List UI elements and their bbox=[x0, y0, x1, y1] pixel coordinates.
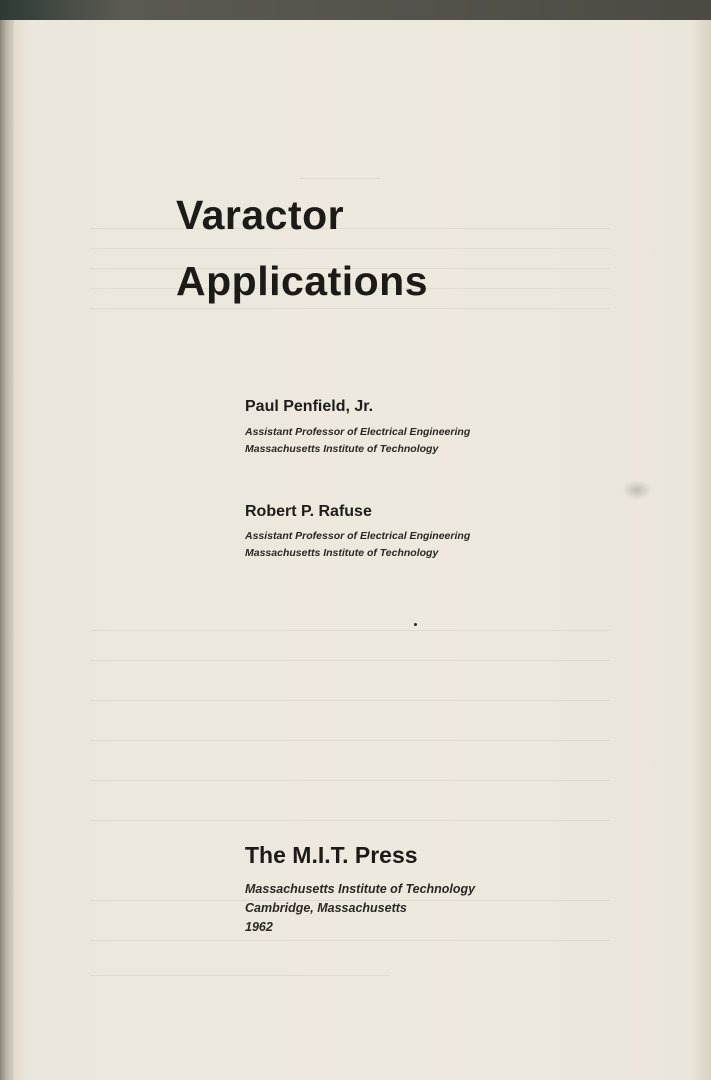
book-top-edge bbox=[0, 0, 711, 20]
author-affiliation-title: Assistant Professor of Electrical Engineering bbox=[245, 426, 471, 438]
ink-dot bbox=[414, 623, 417, 626]
author-name: Robert P. Rafuse bbox=[245, 503, 372, 520]
publisher-institution: Massachusetts Institute of Technology bbox=[245, 882, 476, 896]
book-gutter bbox=[0, 20, 14, 1080]
publisher-city: Cambridge, Massachusetts bbox=[245, 901, 407, 915]
author-affiliation-institution: Massachusetts Institute of Technology bbox=[245, 547, 439, 559]
author-affiliation-title: Assistant Professor of Electrical Engineering bbox=[245, 530, 471, 542]
book-title-line-1: Varactor bbox=[176, 192, 345, 238]
publisher-name: The M.I.T. Press bbox=[245, 842, 418, 868]
publication-year: 1962 bbox=[245, 920, 273, 934]
author-name: Paul Penfield, Jr. bbox=[245, 398, 374, 415]
book-title-line-2: Applications bbox=[176, 258, 429, 304]
page-smudge bbox=[622, 480, 652, 500]
author-affiliation-institution: Massachusetts Institute of Technology bbox=[245, 443, 439, 455]
